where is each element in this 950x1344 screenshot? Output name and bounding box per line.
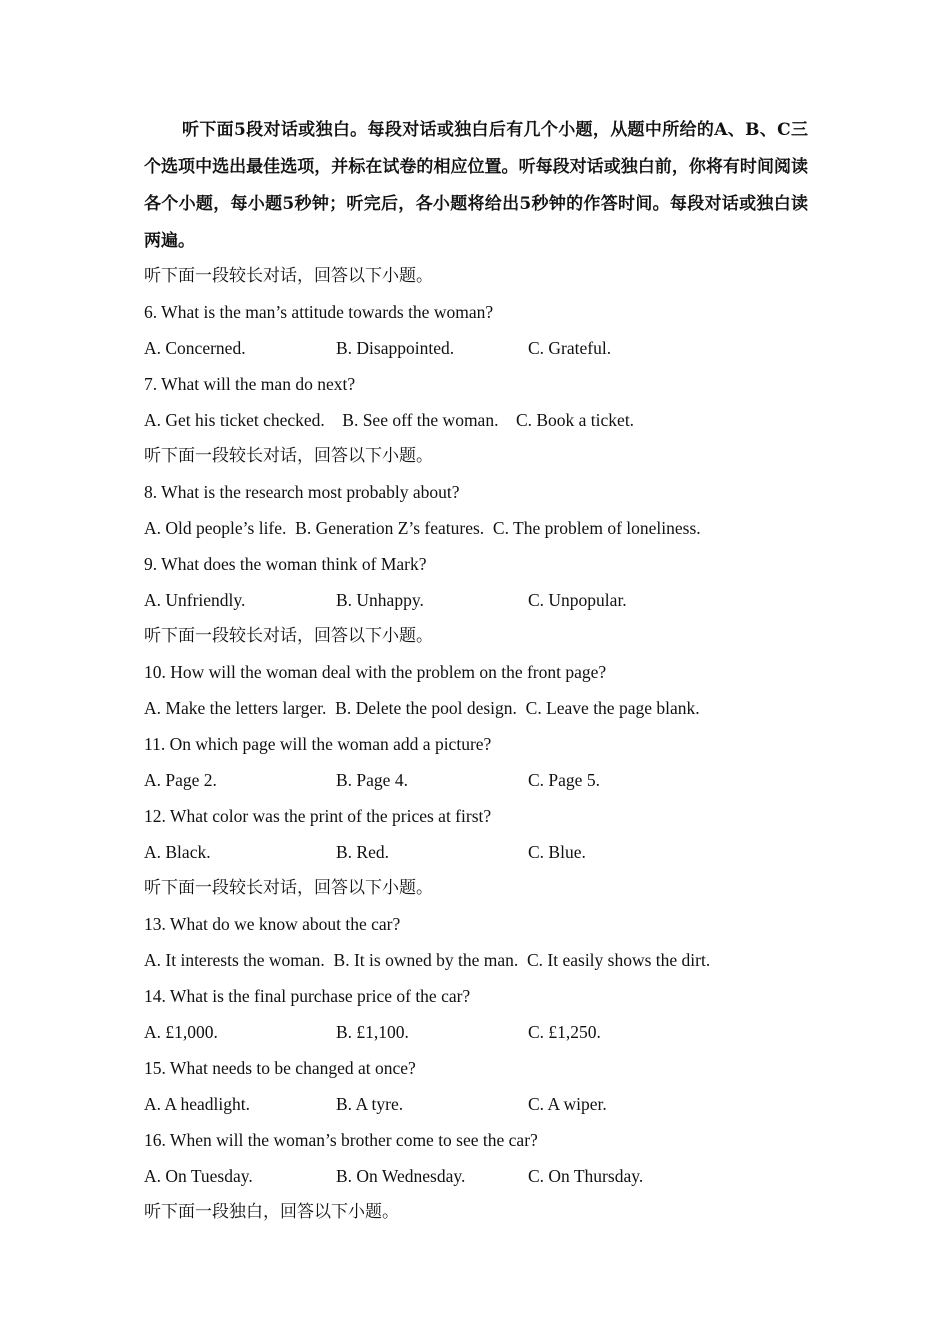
question-10-stem: 10. How will the woman deal with the problem on the front page? xyxy=(144,662,607,682)
option-a: A. A headlight. xyxy=(144,1094,250,1114)
option-a: A. Black. xyxy=(144,842,211,862)
option-c: C. Unpopular. xyxy=(528,590,627,610)
option-c: C. Grateful. xyxy=(528,338,612,358)
question-13-stem: 13. What do we know about the car? xyxy=(144,914,401,934)
option-b: B. Red. xyxy=(336,842,389,862)
option-a: A. £1,000. xyxy=(144,1022,218,1042)
section-heading: 听下面一段较长对话，回答以下小题。 xyxy=(144,626,433,646)
option-b: B. Disappointed. xyxy=(336,338,455,358)
question-13-options: A. It interests the woman. B. It is owned by the man. C. It easily shows the dirt. xyxy=(144,950,711,970)
question-6-stem: 6. What is the man’s attitude towards the woman? xyxy=(144,302,494,322)
section-heading: 听下面一段较长对话，回答以下小题。 xyxy=(144,878,433,898)
option-b: B. Unhappy. xyxy=(336,590,424,610)
option-c: C. A wiper. xyxy=(528,1094,607,1114)
option-c: C. Page 5. xyxy=(528,770,600,790)
question-7-options: A. Get his ticket checked. B. See off the woman. C. Book a ticket. xyxy=(144,410,635,430)
section-heading: 听下面一段较长对话，回答以下小题。 xyxy=(144,446,433,466)
question-16-stem: 16. When will the woman’s brother come to see the car? xyxy=(144,1130,538,1150)
option-b: B. A tyre. xyxy=(336,1094,404,1114)
question-11-stem: 11. On which page will the woman add a picture? xyxy=(144,734,492,754)
section-heading-monologue: 听下面一段独白，回答以下小题。 xyxy=(144,1202,399,1222)
section-heading: 听下面一段较长对话，回答以下小题。 xyxy=(144,266,433,286)
option-a: A. Concerned. xyxy=(144,338,246,358)
option-a: A. Page 2. xyxy=(144,770,217,790)
option-b: B. £1,100. xyxy=(336,1022,409,1042)
question-8-stem: 8. What is the research most probably about? xyxy=(144,482,460,502)
question-15-stem: 15. What needs to be changed at once? xyxy=(144,1058,416,1078)
option-b: B. Page 4. xyxy=(336,770,408,790)
question-8-options: A. Old people’s life. B. Generation Z’s features. C. The problem of loneliness. xyxy=(144,518,701,538)
question-7-stem: 7. What will the man do next? xyxy=(144,374,356,394)
option-c: C. Blue. xyxy=(528,842,586,862)
option-a: A. Unfriendly. xyxy=(144,590,246,610)
option-a: A. On Tuesday. xyxy=(144,1166,253,1186)
option-b: B. On Wednesday. xyxy=(336,1166,466,1186)
option-c: C. £1,250. xyxy=(528,1022,601,1042)
option-c: C. On Thursday. xyxy=(528,1166,644,1186)
question-9-stem: 9. What does the woman think of Mark? xyxy=(144,554,427,574)
section-instructions: 听下面5段对话或独白。每段对话或独白后有几个小题，从题中所给的A、B、C三个选项中选出最佳选项，并标在试卷的相应位置。听每段对话或独白前，你将有时间阅读各个小题，每小题5秒钟；听完后，各小题将给出5秒钟的作答时间。每段对话或独白读两遍。 xyxy=(144,120,808,251)
question-14-stem: 14. What is the final purchase price of the car? xyxy=(144,986,471,1006)
question-10-options: A. Make the letters larger. B. Delete the pool design. C. Leave the page blank. xyxy=(144,698,700,718)
question-12-stem: 12. What color was the print of the prices at first? xyxy=(144,806,492,826)
